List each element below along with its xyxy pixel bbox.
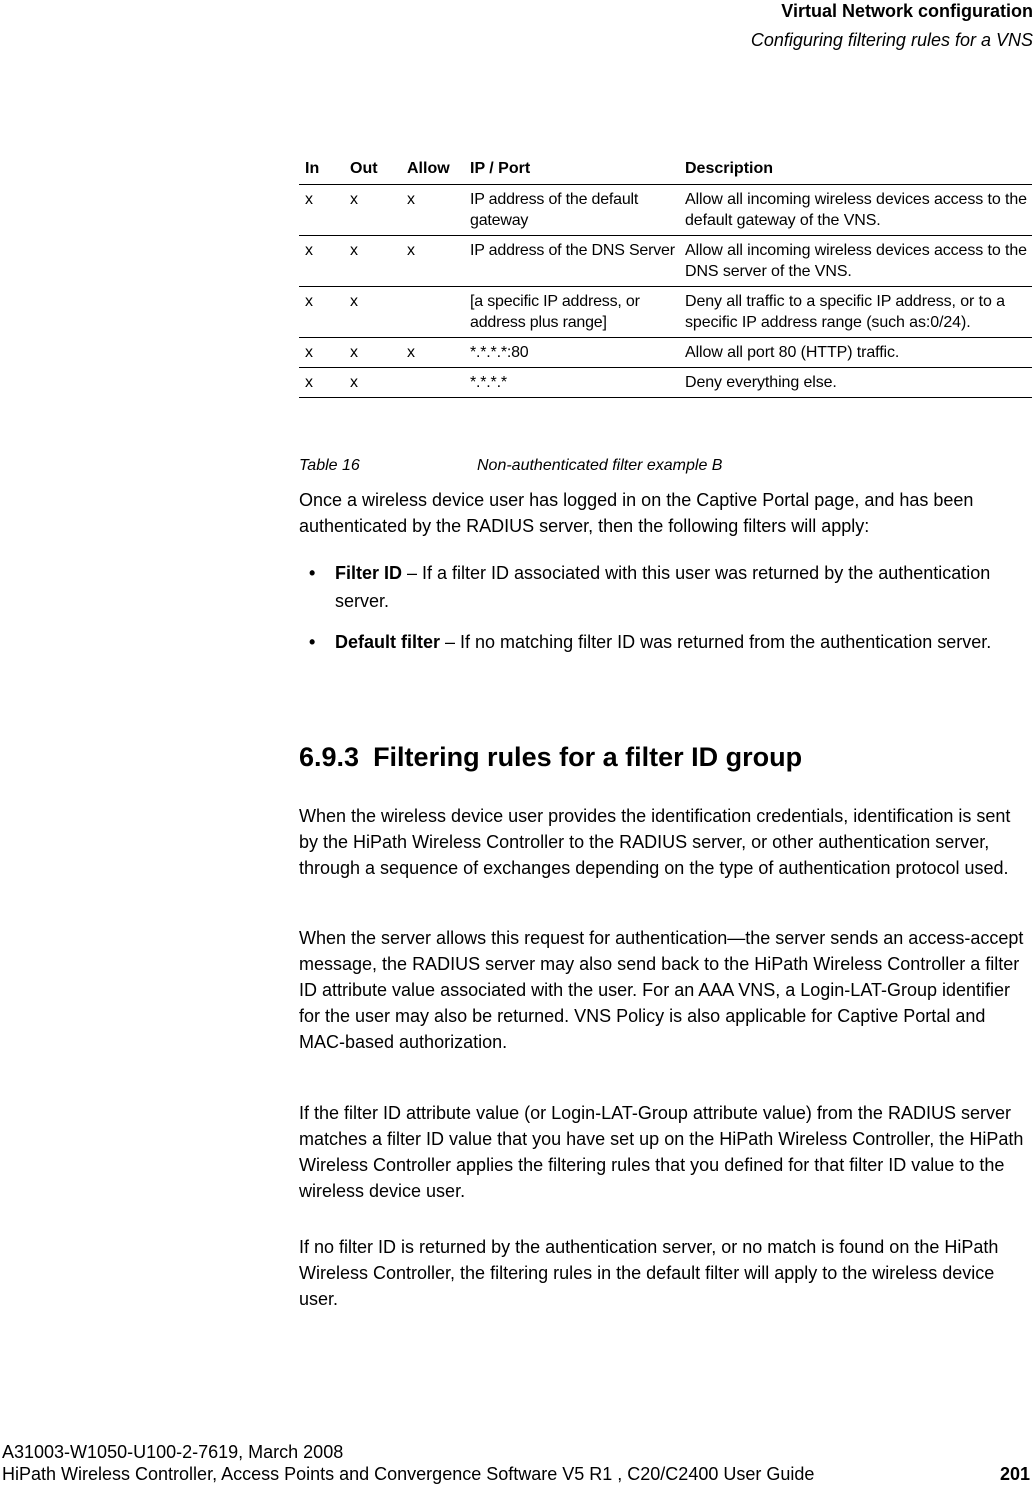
cell-ip-port: *.*.*.*:80 — [464, 338, 679, 368]
cell-allow: x — [401, 185, 464, 236]
cell-description: Deny all traffic to a specific IP address, or to a specific IP address range (such as:0/24). — [679, 287, 1032, 338]
bullet-text: – If a filter ID associated with this user was returned by the authentication server. — [335, 563, 991, 611]
cell-description: Allow all incoming wireless devices access to the default gateway of the VNS. — [679, 185, 1032, 236]
cell-in: x — [299, 185, 344, 236]
table-caption-text: Non-authenticated filter example B — [477, 457, 723, 474]
bullet-item-filter-id — [299, 559, 1031, 615]
cell-out: x — [344, 287, 401, 338]
column-header-description: Description — [679, 153, 1032, 185]
table-caption-label: Table 16 — [299, 457, 360, 474]
cell-in: x — [299, 338, 344, 368]
cell-ip-port: *.*.*.* — [464, 368, 679, 398]
table-row — [299, 368, 1032, 398]
paragraph: If no filter ID is returned by the authentication server, or no match is found on the HiPath Wireless Controller, the filtering rules in the default filter will apply to the wireless device user. — [299, 1237, 999, 1309]
bullet-icon: • — [309, 563, 316, 583]
bullet-term: Default filter — [335, 632, 441, 652]
cell-allow: x — [401, 338, 464, 368]
footer-doc-id: A31003-W1050-U100-2-7619, March 2008 — [2, 1442, 344, 1462]
cell-ip-port: IP address of the DNS Server — [464, 236, 679, 287]
cell-description: Deny everything else. — [679, 368, 1032, 398]
section-title: Filtering rules for a filter ID group — [373, 742, 803, 772]
footer-guide-title: HiPath Wireless Controller, Access Points and Convergence Software V5 R1 , C20/C2400 User Guide — [2, 1464, 815, 1484]
table-caption — [299, 456, 723, 476]
section-number: 6.9.3 — [299, 742, 360, 772]
cell-description: Allow all port 80 (HTTP) traffic. — [679, 338, 1032, 368]
column-header-allow: Allow — [401, 153, 464, 185]
running-header-subtitle: Configuring filtering rules for a VNS — [750, 30, 1033, 50]
bullet-text: – If no matching filter ID was returned from the authentication server. — [440, 632, 992, 652]
paragraph: When the server allows this request for authentication—the server sends an access-accept message, the RADIUS server may also send back to the HiPath Wireless Controller a filter ID attribute value associated with the user. For an AAA VNS, a Login-LAT-Group identifier for the user may also be returned. VNS Policy is also applicable for Captive Portal and MAC-based authorization. — [299, 928, 1024, 1052]
cell-out: x — [344, 338, 401, 368]
table-row — [299, 338, 1032, 368]
cell-ip-port: [a specific IP address, or address plus range] — [464, 287, 679, 338]
cell-out: x — [344, 185, 401, 236]
cell-description: Allow all incoming wireless devices access to the DNS server of the VNS. — [679, 236, 1032, 287]
column-header-ip-port: IP / Port — [464, 153, 679, 185]
paragraph: When the wireless device user provides the identification credentials, identification is sent by the HiPath Wireless Controller to the RADIUS server, or other authentication server, through a sequence of exchanges depending on the type of authentication protocol used. — [299, 806, 1011, 878]
cell-in: x — [299, 236, 344, 287]
running-header-title: Virtual Network configuration — [781, 1, 1033, 21]
table-row — [299, 236, 1032, 287]
cell-allow — [401, 368, 464, 398]
cell-allow: x — [401, 236, 464, 287]
filter-table — [299, 153, 1032, 398]
column-header-in: In — [299, 153, 344, 185]
bullet-term: Filter ID — [335, 563, 403, 583]
table-row — [299, 287, 1032, 338]
section-heading — [299, 740, 802, 774]
cell-in: x — [299, 368, 344, 398]
table-row — [299, 185, 1032, 236]
cell-in: x — [299, 287, 344, 338]
table-header-row — [299, 153, 1032, 185]
cell-ip-port: IP address of the default gateway — [464, 185, 679, 236]
cell-allow — [401, 287, 464, 338]
cell-out: x — [344, 236, 401, 287]
paragraph: If the filter ID attribute value (or Login-LAT-Group attribute value) from the RADIUS server matches a filter ID value that you have set up on the HiPath Wireless Controller, the HiPath Wireless Controller applies the filtering rules that you defined for that filter ID value to the wireless device user. — [299, 1103, 1024, 1201]
page-number: 201 — [1000, 1464, 1031, 1484]
cell-out: x — [344, 368, 401, 398]
intro-paragraph: Once a wireless device user has logged in on the Captive Portal page, and has been authenticated by the RADIUS server, then the following filters will apply: — [299, 490, 974, 536]
bullet-icon: • — [309, 632, 316, 652]
bullet-item-default-filter — [299, 628, 1031, 656]
column-header-out: Out — [344, 153, 401, 185]
